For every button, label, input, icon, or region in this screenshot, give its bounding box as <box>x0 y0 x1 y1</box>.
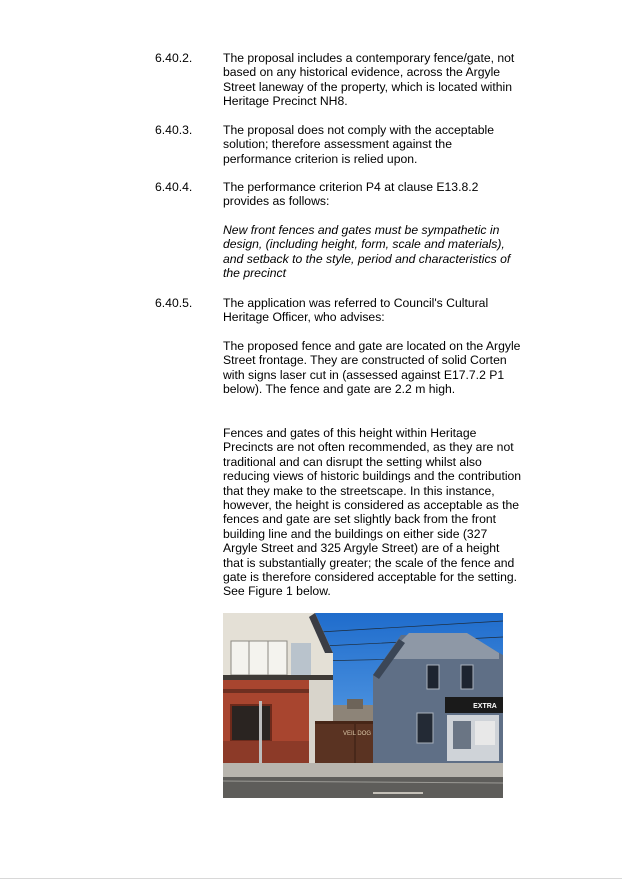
paragraph-text: The application was referred to Council's Cultural Heritage Officer, who advises: <box>223 296 489 325</box>
figure-1-photo <box>223 613 503 798</box>
paragraph-number: 6.40.5. <box>155 296 193 310</box>
paragraph-number: 6.40.3. <box>155 123 193 137</box>
heritage-advice-paragraph-1: The proposed fence and gate are located on the Argyle Street frontage. They are constructed of solid Corten with signs laser cut in (assessed against E17.7.2 P1 below). The fence and gate are 2.2 m high. <box>223 339 521 397</box>
paragraph-number: 6.40.2. <box>155 51 193 65</box>
paragraph-text: The proposal does not comply with the acceptable solution; therefore assessment against the performance criterion is relied upon. <box>223 123 494 166</box>
paragraph-text: The proposal includes a contemporary fence/gate, not based on any historical evidence, across the Argyle Street laneway of the property, which is located within Heritage Precinct NH8. <box>223 51 515 109</box>
paragraph-6-40-3 <box>155 123 525 167</box>
paragraph-6-40-5 <box>155 296 525 326</box>
paragraph-text: The performance criterion P4 at clause E13.8.2 provides as follows: <box>223 180 479 209</box>
heritage-advice-paragraph-2: Fences and gates of this height within Heritage Precincts are not often recommended, as they are not traditional and can disrupt the setting whilst also reducing views of historic buildings and the contribution that they make to the streetscape. In this instance, however, the height is considered as acceptable as the fences and gate are set slightly back from the front building line and the buildings on either side (327 Argyle Street and 325 Argyle Street) are of a height that is substantially greater; the scale of the fence and gate is therefore considered acceptable for the setting. See Figure 1 below. <box>223 426 522 599</box>
page-bottom-rule <box>0 878 622 879</box>
gate-sign-text: VEIL DOG <box>342 731 372 737</box>
performance-criterion-quote: New front fences and gates must be sympathetic in design, (including height, form, scale and materials), and setback to the style, period and characteristics of the precinct <box>223 223 511 281</box>
paragraph-6-40-2 <box>155 51 525 109</box>
shop-sign-text: EXTRA <box>473 703 497 710</box>
street-photo-illustration <box>223 613 503 798</box>
paragraph-6-40-4 <box>155 180 525 210</box>
paragraph-number: 6.40.4. <box>155 180 193 194</box>
